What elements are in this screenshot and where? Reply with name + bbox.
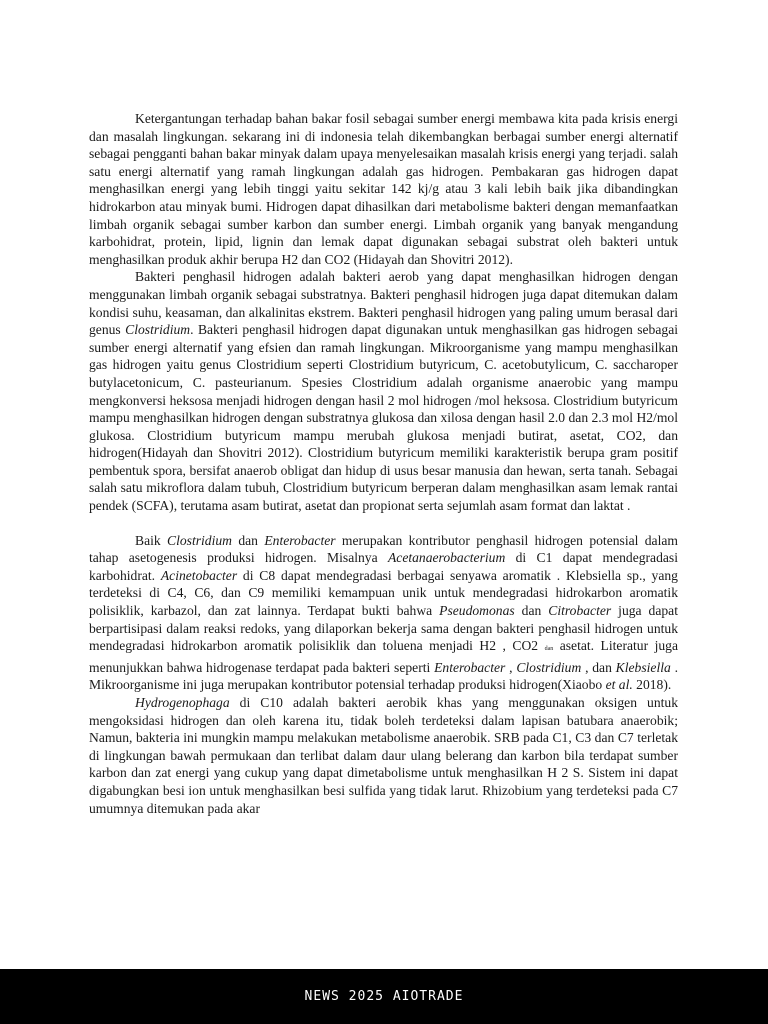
footer-bar — [0, 969, 768, 1024]
genus-name: Enterobacter — [434, 659, 506, 675]
citation-etal: et al. — [605, 677, 633, 693]
genus-name: Pseudomonas — [439, 603, 515, 619]
paragraph-hydrogen-bacteria: Bakteri penghasil hidrogen adalah bakteri aerob yang dapat menghasilkan hidrogen dengan menggunakan limbah organik sebagai substratnya. Bakteri penghasil hidrogen juga dapat ditemukan dalam kondisi suhu, keasaman, dan alkalinitas ekstrem. Bakteri penghasil hidrogen yang paling umum berasal dari genus Clostridium. Bakteri penghasil hidrogen dapat digunakan untuk menghasilkan gas hidrogen sebagai sumber energi alternatif yang efsien dan ramah lingkungan. Mikroorganisme yang mampu menghasilkan gas hidrogen yaitu genus Clostridium seperti Clostridium butyricum, C. acetobutylicum, C. saccharoper butylacetonicum, C. pasteurianum. Spesies Clostridium adalah organisme anaerobic yang mampu mengkonversi heksosa menjadi hidrogen dengan hasil 2 mol hidrogen /mol heksosa. Clostridium butyricum mampu menghasilkan hidrogen dengan substratnya glukosa dan xilosa dengan hasil 2.0 dan 2.3 mol H2/mol glukosa. Clostridium butyricum mampu merubah glukosa menjadi butirat, asetat, CO2, dan hidrogen(Hidayah dan Shovitri 2012). Clostridium butyricum memiliki karakteristik berupa gram positif pembentuk spora, bersifat anaerob obligat dan hidup di usus besar manusia dan hewan, serta tanah. Sebagai salah satu mikroflora dalam tubuh, Clostridium butyricum berperan dalam menghasilkan asam lemak rantai pendek (SCFA), terutama asam butirat, asetat dan propionat serta sejumlah asam format dan laktat . — [89, 269, 678, 514]
paragraph-contributors: Baik Clostridium dan Enterobacter merupakan kontributor penghasil hidrogen potensial dalam tahap asetogenesis produksi hidrogen. Misalnya Acetanaerobacterium di C1 dapat mendegradasi karbohidrat. Acinetobacter di C8 dapat mendegradasi berbagai senyawa aromatik . Klebsiella sp., yang terdeteksi di C4, C6, dan C9 memiliki kemampuan unik untuk mendegradasi hidrokarbon aromatik polisiklik, karbazol, dan zat lainnya. Terdapat bukti bahwa Pseudomonas dan Citrobacter juga dapat berpartisipasi dalam reaksi redoks, yang dilaporkan bekerja sama dengan bakteri penghasil hidrogen untuk mendegradasi hidrokarbon aromatik polisiklik dan toluena menjadi H2 , CO2 dan asetat. Literatur juga menunjukkan bahwa hidrogenase terdapat pada bakteri seperti Enterobacter , Clostridium , dan Klebsiella . Mikroorganisme ini juga merupakan kontributor potensial terhadap produksi hidrogen(Xiaobo et al. 2018). — [89, 532, 678, 693]
genus-name: Acinetobacter — [160, 567, 238, 583]
genus-name: Clostridium — [167, 532, 232, 548]
genus-name: Clostridium — [516, 659, 582, 675]
subscript-text: dan — [544, 646, 554, 653]
document-page — [89, 110, 678, 817]
footer-text: NEWS 2025 AIOTRADE — [304, 989, 464, 1004]
paragraph-intro: Ketergantungan terhadap bahan bakar fosil sebagai sumber energi membawa kita pada krisis energi dan masalah lingkungan. sekarang ini di indonesia telah dikembangkan berbagai sumber energi alternatif sebagai pengganti bahan bakar minyak dalam upaya menyelesaikan masalah krisis energi yang terjadi. salah satu energi alternatif yang ramah lingkungan adalah gas hidrogen. Pembakaran gas hidrogen dapat menghasilkan energi yang lebih tinggi yaitu sekitar 142 kj/g atau 3 kali lebih baik jika dibandingkan hidrokarbon atau minyak bumi. Hidrogen dapat dihasilkan dari metabolisme bakteri dengan memanfaatkan limbah organik sebagai sumber karbon dan sumber energi. Limbah organik yang banyak mengandung karbohidrat, protein, lipid, lignin dan lemak dapat digunakan sebagai substrat oleh bakteri untuk menghasilkan produk akhir berupa H2 dan CO2 (Hidayah dan Shovitri 2012). — [89, 111, 678, 267]
genus-name: Enterobacter — [264, 532, 336, 548]
genus-name: Clostridium — [125, 322, 191, 338]
genus-name: Hydrogenophaga — [135, 695, 230, 710]
genus-name: Klebsiella — [615, 659, 671, 675]
genus-name: Citrobacter — [548, 603, 612, 619]
paragraph-hydrogenophaga: Hydrogenophaga di C10 adalah bakteri aerobik khas yang menggunakan oksigen untuk mengoksidasi hidrogen dan oleh karena itu, tidak boleh terdeteksi dalam lapisan batubara anaerobik; Namun, bakteria ini mungkin mampu melakukan metabolisme anaerobik. SRB pada C1, C3 dan C7 terletak di lingkungan bawah permukaan dan terlibat dalam daur ulang belerang dan karbon bila terdapat sumber karbon dan zat energi yang cukup yang dapat dimetabolisme untuk menghasilkan H 2 S. Sistem ini dapat digabungkan besi ion untuk menghasilkan besi sulfida yang tidak larut. Rhizobium yang terdeteksi pada C7 umumnya ditemukan pada akar — [89, 695, 678, 816]
genus-name: Acetanaerobacterium — [387, 550, 506, 566]
